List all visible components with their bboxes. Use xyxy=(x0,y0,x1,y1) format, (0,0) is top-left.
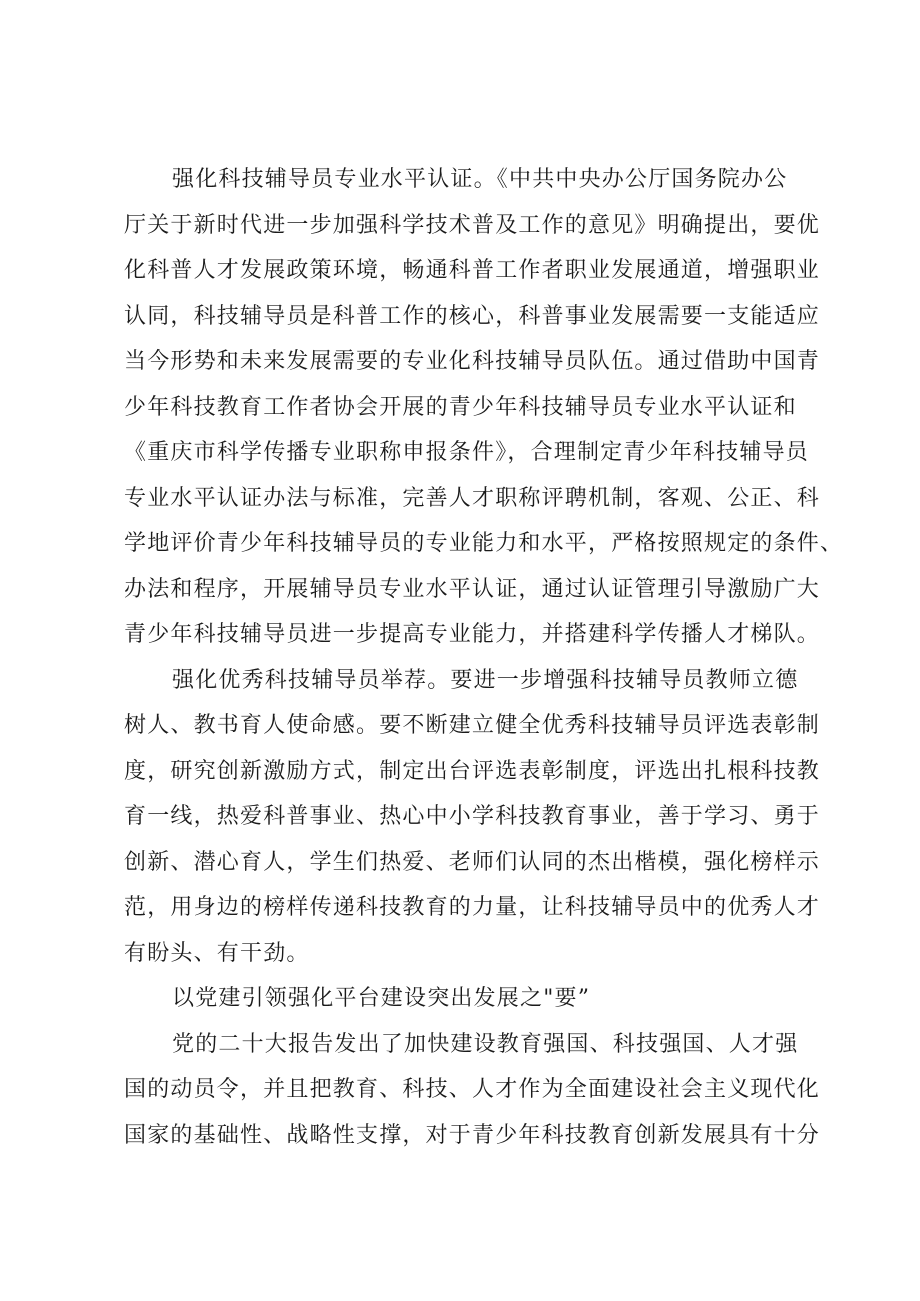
text-line: 认同，科技辅导员是科普工作的核心，科普事业发展需要一支能适应 xyxy=(124,303,821,329)
text-line: 国的动员令，并且把教育、科技、人才作为全面建设社会主义现代化 xyxy=(124,1077,821,1102)
text-line: 度，研究创新激励方式，制定出台评选表彰制度，评选出扎根科技教 xyxy=(124,758,821,784)
text-line: 树人、教书育人使命感。要不断建立健全优秀科技辅导员评选表彰制 xyxy=(124,713,821,738)
text-line: 国家的基础性、战略性支撑，对于青少年科技教育创新发展具有十分 xyxy=(124,1122,821,1148)
text-line: 《重庆市科学传播专业职称申报条件》，合理制定青少年科技辅导员 xyxy=(124,440,810,465)
section-heading: 以党建引领强化平台建设突出发展之"要” xyxy=(172,986,591,1011)
text-line: 有盼头、有干劲。 xyxy=(124,940,310,966)
text-line: 范，用身边的榜样传递科技教育的力量，让科技辅导员中的优秀人才 xyxy=(124,895,821,920)
text-line: 化科普人才发展政策环境，畅通科普工作者职业发展通道，增强职业 xyxy=(124,258,821,283)
text-line: 少年科技教育工作者协会开展的青少年科技辅导员专业水平认证和 xyxy=(124,394,797,420)
text-line: 育一线，热爱科普事业、热心中小学科技教育事业，善于学习、勇于 xyxy=(124,804,821,829)
text-line: 办法和程序，开展辅导员专业水平认证，通过认证管理引导激励广大 xyxy=(124,576,821,602)
text-line: 厅关于新时代进一步加强科学技术普及工作的意见》明确提出，要优 xyxy=(124,212,821,238)
text-line: 青少年科技辅导员进一步提高专业能力，并搭建科学传播人才梯队。 xyxy=(124,622,821,647)
text-line: 专业水平认证办法与标准，完善人才职称评聘机制，客观、公正、科 xyxy=(124,485,821,511)
text-line: 强化科技辅导员专业水平认证。《中共中央办公厅国务院办公 xyxy=(172,167,788,192)
text-line: 强化优秀科技辅导员举荐。要进一步增强科技辅导员教师立德 xyxy=(172,667,799,693)
text-line: 创新、潜心育人，学生们热爱、老师们认同的杰出楷模，强化榜样示 xyxy=(124,849,821,875)
text-line: 学地评价青少年科技辅导员的专业能力和水平，严格按照规定的条件、 xyxy=(124,531,844,556)
text-line: 当今形势和未来发展需要的专业化科技辅导员队伍。通过借助中国青 xyxy=(124,349,821,374)
document-body xyxy=(124,157,844,1158)
text-line: 党的二十大报告发出了加快建设教育强国、科技强国、人才强 xyxy=(172,1031,799,1057)
